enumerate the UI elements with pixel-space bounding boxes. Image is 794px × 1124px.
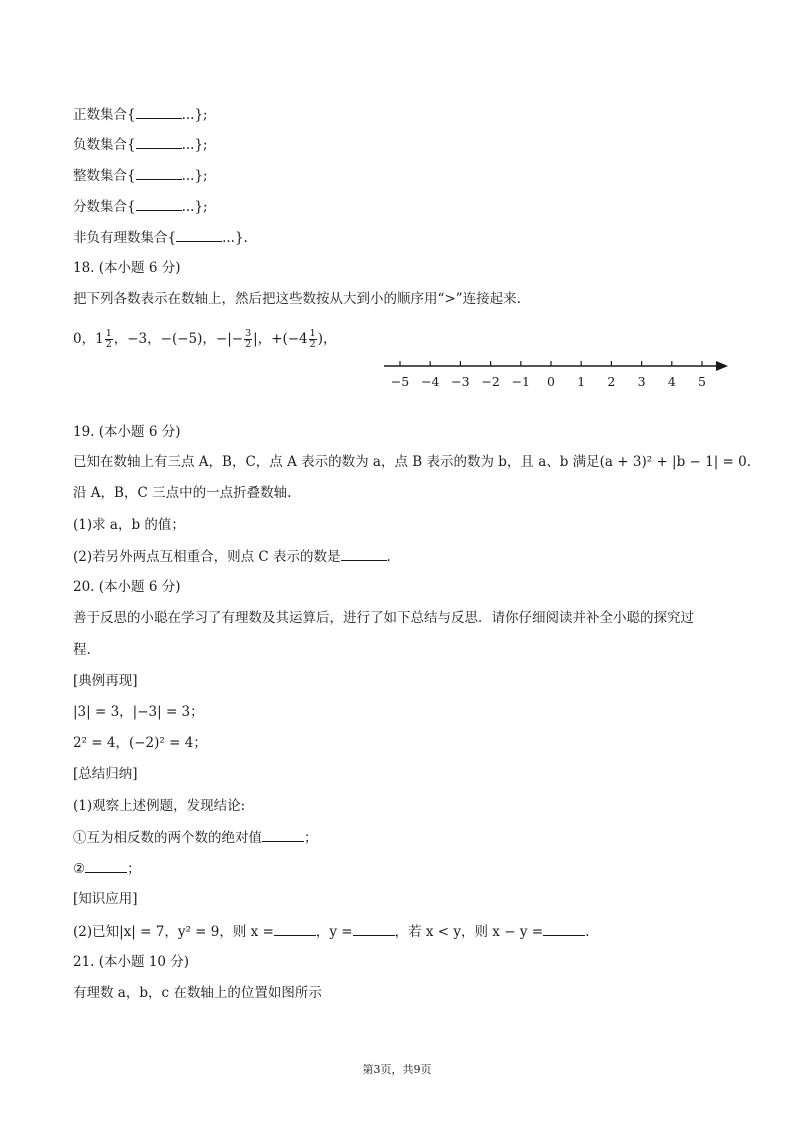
page-footer: 第3页，共9页	[362, 1063, 432, 1076]
q18-heading: 18. (本小题 6 分)	[73, 260, 181, 276]
axis-tick-label: −1	[511, 374, 531, 389]
fraction	[244, 329, 252, 350]
question-text: ，y =	[315, 924, 353, 940]
set-label: 负数集合	[73, 137, 127, 153]
brace-open: {	[167, 230, 177, 246]
q20-summary-title: [总结归纳]	[73, 766, 138, 782]
answer-blank[interactable]	[274, 921, 316, 936]
brace-open: {	[127, 199, 136, 215]
question-text: ；	[127, 861, 141, 877]
number-text: |，+(−4	[253, 331, 308, 347]
set-integer	[73, 165, 208, 186]
answer-blank[interactable]	[262, 827, 304, 842]
brace-open: {	[127, 107, 136, 123]
axis-tick-label: 1	[577, 374, 586, 389]
fraction-numerator: 1	[105, 328, 112, 339]
q20-intro2: 程.	[73, 642, 91, 658]
question-text: (2)已知|x| = 7，y² = 9，则 x =	[73, 924, 274, 940]
q18-number-list	[73, 328, 336, 350]
fraction-numerator: 3	[245, 328, 252, 339]
fraction-denominator: 2	[309, 339, 316, 350]
q19-line1: 已知在数轴上有三点 A，B，C，点 A 表示的数为 a，点 B 表示的数为 b，且 a、b 满足(a + 3)² + |b − 1| = 0.	[73, 454, 752, 470]
q20-example1: |3| = 3，|−3| = 3；	[73, 704, 204, 720]
q19-part1: (1)求 a，b 的值；	[73, 517, 185, 533]
brace-close: ...};	[181, 199, 208, 215]
fraction	[309, 329, 317, 350]
axis-tick-label: −3	[451, 374, 470, 389]
answer-blank[interactable]	[543, 921, 585, 936]
q19-heading: 19. (本小题 6 分)	[73, 424, 181, 440]
question-text: ①互为相反数的两个数的绝对值	[73, 830, 262, 846]
axis-tick-label: 5	[698, 374, 706, 389]
brace-close: ...};	[181, 137, 208, 153]
axis-tick-label: 2	[607, 374, 616, 389]
q20-conclusion1	[73, 827, 318, 848]
q20-part1: (1)观察上述例题，发现结论:	[73, 798, 246, 814]
axis-tick-label: −4	[420, 374, 440, 389]
number-text: )，	[317, 331, 337, 347]
q18-instruction: 把下列各数表示在数轴上，然后把这些数按从大到小的顺序用“>”连接起来.	[73, 291, 521, 307]
question-text: .	[386, 549, 391, 565]
q20-example-title: [典例再现]	[73, 673, 138, 689]
fraction	[105, 329, 113, 350]
q21-line1: 有理数 a，b，c 在数轴上的位置如图所示	[73, 985, 322, 1001]
q20-example2: 2² = 4，(−2)² = 4；	[73, 735, 207, 751]
brace-open: {	[127, 137, 136, 153]
q19-line2: 沿 A，B，C 三点中的一点折叠数轴.	[73, 485, 292, 501]
q20-application-title: [知识应用]	[73, 891, 138, 907]
answer-blank[interactable]	[176, 227, 222, 242]
question-text: ；	[304, 830, 318, 846]
q20-conclusion2	[73, 858, 141, 879]
answer-blank[interactable]	[136, 134, 182, 149]
set-label: 正数集合	[73, 107, 127, 123]
answer-blank[interactable]	[136, 196, 182, 211]
axis-ticks	[391, 361, 706, 389]
set-label: 整数集合	[73, 168, 127, 184]
question-text: ②	[73, 861, 86, 877]
answer-blank[interactable]	[136, 104, 182, 119]
set-fraction	[73, 196, 208, 217]
number-text: ，−3，−(−5)，−|−	[113, 331, 244, 347]
brace-close: ...};	[181, 107, 208, 123]
set-label: 分数集合	[73, 199, 127, 215]
q20-intro1: 善于反思的小聪在学习了有理数及其运算后，进行了如下总结与反思．请你仔细阅读并补全小聪的探究过	[73, 610, 694, 626]
answer-blank[interactable]	[85, 858, 127, 873]
brace-close: ...};	[181, 168, 208, 184]
question-text: .	[585, 924, 590, 940]
answer-blank[interactable]	[136, 165, 182, 180]
q19-part2	[73, 546, 391, 567]
axis-tick-label: 3	[637, 374, 646, 389]
set-positive	[73, 104, 208, 125]
question-text: ，若 x < y，则 x − y =	[394, 924, 544, 940]
number-line	[378, 352, 734, 396]
axis-tick-label: −5	[390, 374, 410, 389]
answer-blank[interactable]	[353, 921, 395, 936]
set-label: 非负有理数集合	[73, 230, 168, 246]
brace-close: ...}.	[222, 230, 248, 246]
axis-tick-label: 0	[547, 374, 555, 389]
q20-heading: 20. (本小题 6 分)	[73, 579, 181, 595]
q21-heading: 21. (本小题 10 分)	[73, 954, 190, 970]
q20-part2	[73, 921, 589, 942]
fraction-denominator: 2	[245, 339, 252, 350]
number-text: 0，	[73, 331, 96, 347]
fraction-denominator: 2	[105, 339, 112, 350]
brace-open: {	[127, 168, 136, 184]
number-text: 1	[95, 331, 104, 347]
set-negative	[73, 134, 208, 155]
axis-tick-label: 4	[667, 374, 676, 389]
fraction-numerator: 1	[309, 328, 316, 339]
set-nonnegative	[73, 227, 248, 248]
axis-tick-label: −2	[481, 374, 500, 389]
axis-arrow-icon	[716, 361, 728, 371]
question-text: (2)若另外两点互相重合，则点 C 表示的数是	[73, 549, 341, 565]
answer-blank[interactable]	[341, 546, 387, 561]
